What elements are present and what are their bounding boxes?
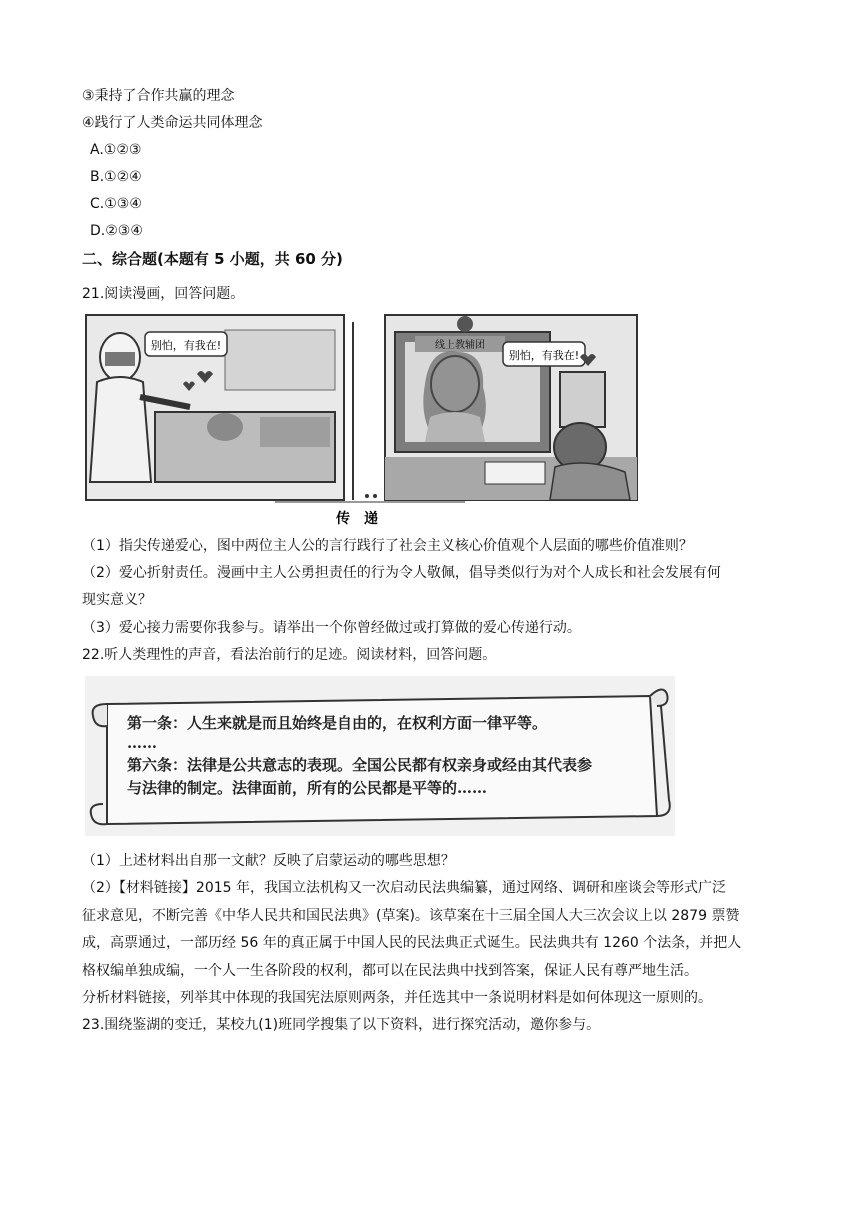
choice-d[interactable]: D.②③④ [90,223,143,239]
q21-sub2-b: 现实意义？ [82,592,152,608]
q22-sub2-line4: 格权编单独成编，一个人一生各阶段的权利，都可以在民法典中找到答案，保证人民有尊严地生活。 [82,963,698,979]
q21-stem: 21.阅读漫画，回答问题。 [82,286,245,302]
q22-stem: 22.听人类理性的声音，看法治前行的足迹。阅读材料，回答问题。 [82,647,497,663]
q22-sub2-line2: 征求意见，不断完善《中华人民共和国民法典》(草案)。该草案在十三届全国人大三次会议上以 2879 票赞 [82,908,740,924]
bubble-right-text: 别怕，有我在! [508,349,580,362]
choice-b[interactable]: B.①②④ [90,169,142,185]
q21-sub1: （1）指尖传递爱心，图中两位主人公的言行践行了社会主义核心价值观个人层面的哪些价值准则？ [82,538,693,554]
screen-label-text: 线上教辅团 [435,340,485,351]
scroll-line-4: 与法律的制定。法律面前，所有的公民都是平等的…… [127,779,488,797]
choice-a[interactable]: A.①②③ [90,142,142,158]
choice-c[interactable]: C.①③④ [90,196,142,212]
q22-sub2-line5: 分析材料链接，列举其中体现的我国宪法原则两条，并任选其中一条说明材料是如何体现这一原则的。 [82,990,712,1006]
option-3: ③秉持了合作共赢的理念 [82,88,235,104]
q21-sub3: （3）爱心接力需要你我参与。请举出一个你曾经做过或打算做的爱心传递行动。 [82,620,581,636]
comic-image [85,312,640,530]
q22-sub2-line1: （2）【材料链接】2015 年，我国立法机构又一次启动民法典编纂，通过网络、调研和座谈会等形式广泛 [82,880,726,896]
q23-stem: 23.围绕鉴湖的变迁，某校九(1)班同学搜集了以下资料，进行探究活动，邀你参与。 [82,1017,601,1033]
q21-sub2-a: （2）爱心折射责任。漫画中主人公勇担责任的行为令人敬佩，倡导类似行为对个人成长和社会发展有何 [82,565,721,581]
bubble-left-text: 别怕，有我在! [150,339,222,352]
scroll-image [85,676,675,836]
q22-sub1: （1）上述材料出自那一文献？反映了启蒙运动的哪些思想？ [82,853,455,869]
q22-sub2-line3: 成，高票通过，一部历经 56 年的真正属于中国人民的民法典正式诞生。民法典共有 1260 个法条，并把人 [82,935,742,951]
scroll-line-1: 第一条：人生来就是而且始终是自由的，在权利方面一律平等。 [127,714,548,732]
scroll-line-3: 第六条：法律是公共意志的表现。全国公民都有权亲身或经由其代表参 [127,756,593,774]
comic-caption: 传 递 [336,511,378,527]
scroll-line-2: …… [127,734,157,752]
option-4: ④践行了人类命运共同体理念 [82,115,263,131]
section-title: 二、综合题(本题有 5 小题，共 60 分) [82,250,343,268]
